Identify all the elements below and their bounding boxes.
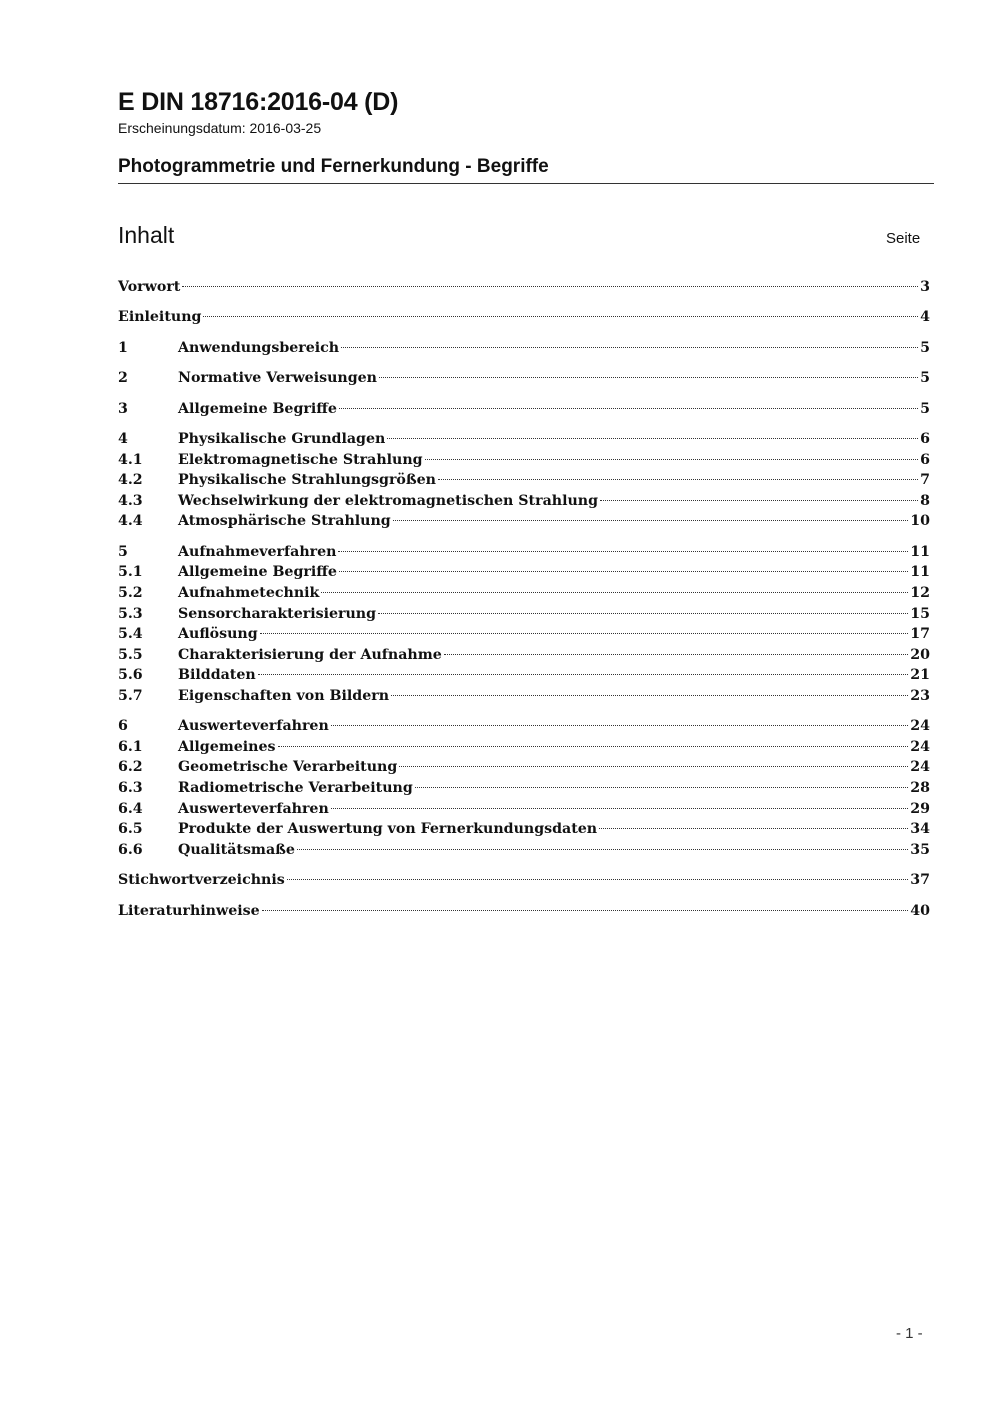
toc-entry-page: 20 [910,646,930,663]
toc-entry-number: 4.3 [118,492,143,509]
toc-entry-title: Auswerteverfahren [178,718,329,735]
toc-dot-leader [258,674,909,675]
toc-entry[interactable] [118,401,930,422]
toc-entry-number: 1 [118,339,128,356]
toc-entry-number: 2 [118,370,128,387]
toc-entry-page: 11 [910,543,930,560]
toc-entry-page: 5 [920,400,930,417]
toc-entry[interactable] [118,739,930,760]
toc-entry[interactable] [118,626,930,647]
toc-dot-leader [278,746,909,747]
toc-entry-page: 24 [910,718,930,735]
toc-entry-number: 5.3 [118,605,143,622]
toc-entry-page: 23 [910,687,930,704]
toc-entry-page: 29 [910,800,930,817]
toc-entry-number: 5.4 [118,626,143,643]
toc-entry-title: Eigenschaften von Bildern [178,687,390,704]
toc-dot-leader [262,910,909,911]
document-subtitle: Photogrammetrie und Fernerkundung - Begriffe [118,156,549,177]
toc-entry-number: 5.5 [118,646,143,663]
toc-entry[interactable] [118,493,930,514]
toc-entry-title: Wechselwirkung der elektromagnetischen Strahlung [178,492,599,509]
toc-entry-title: Anwendungsbereich [178,339,340,356]
toc-entry-page: 24 [910,738,930,755]
page-number: - 1 - [896,1325,923,1342]
toc-entry-number: 6.3 [118,780,143,797]
toc-entry-page: 21 [910,667,930,684]
toc-entry[interactable] [118,718,930,739]
toc-entry[interactable] [118,279,930,300]
toc-dot-leader [600,500,918,501]
toc-dot-leader [599,828,908,829]
toc-entry-title: Physikalische Strahlungsgrößen [178,472,437,489]
toc-dot-leader [182,286,918,287]
toc-entry-title: Literaturhinweise [118,902,260,919]
toc-entry-title: Elektromagnetische Strahlung [178,451,423,468]
toc-entry-number: 3 [118,400,128,417]
toc-entry-page: 24 [910,759,930,776]
toc-entry-title: Auswerteverfahren [178,800,329,817]
toc-dot-leader [339,408,918,409]
toc-entry[interactable] [118,564,930,585]
toc-entry-page: 15 [910,605,930,622]
toc-entry-page: 37 [910,872,930,889]
toc-dot-leader [203,316,918,317]
toc-dot-leader [339,571,908,572]
toc-entry-title: Stichwortverzeichnis [118,872,285,889]
toc-dot-leader [438,479,918,480]
toc-entry-title: Geometrische Verarbeitung [178,759,398,776]
toc-entry[interactable] [118,606,930,627]
toc-entry-number: 4 [118,430,128,447]
toc-entry-page: 35 [910,841,930,858]
toc-entry[interactable] [118,472,930,493]
toc-entry-number: 6.2 [118,759,143,776]
toc-entry-title: Produkte der Auswertung von Fernerkundungsdaten [178,821,598,838]
toc-dot-leader [297,849,908,850]
toc-entry-title: Aufnahmetechnik [178,584,320,601]
toc-entry-title: Bilddaten [178,667,256,684]
toc-entry[interactable] [118,759,930,780]
toc-entry-page: 4 [920,309,930,326]
toc-entry[interactable] [118,667,930,688]
toc-entry-number: 6.6 [118,841,143,858]
toc-entry-title: Allgemeines [178,738,276,755]
toc-entry[interactable] [118,452,930,473]
toc-entry[interactable] [118,647,930,668]
toc-dot-leader [321,592,908,593]
toc-entry-number: 6.5 [118,821,143,838]
toc-dot-leader [379,377,918,378]
toc-entry-page: 6 [920,451,930,468]
toc-entry-title: Aufnahmeverfahren [178,543,337,560]
toc-entry[interactable] [118,872,930,893]
header-divider [118,183,934,184]
toc-entry[interactable] [118,842,930,863]
toc-entry[interactable] [118,544,930,565]
toc-entry-number: 5.2 [118,584,143,601]
toc-entry-page: 10 [910,513,930,530]
toc-dot-leader [260,633,909,634]
toc-entry[interactable] [118,801,930,822]
toc-dot-leader [425,459,919,460]
toc-entry-title: Charakterisierung der Aufnahme [178,646,442,663]
toc-entry-title: Radiometrische Verarbeitung [178,780,413,797]
toc-dot-leader [331,808,908,809]
toc-entry-page: 11 [910,564,930,581]
publication-date: Erscheinungsdatum: 2016-03-25 [118,120,322,136]
toc-heading: Inhalt [118,222,175,248]
toc-entry-number: 4.2 [118,472,143,489]
toc-dot-leader [338,551,908,552]
toc-entry[interactable] [118,340,930,361]
toc-entry-title: Einleitung [118,309,202,326]
toc-entry[interactable] [118,780,930,801]
document-title: E DIN 18716:2016-04 (D) [118,88,399,116]
toc-entry[interactable] [118,903,930,924]
toc-dot-leader [444,654,908,655]
toc-entry-title: Allgemeine Begriffe [178,564,337,581]
toc-entry-number: 5.1 [118,564,143,581]
toc-entry-page: 28 [910,780,930,797]
toc-dot-leader [399,766,908,767]
toc-entry-page: 40 [910,902,930,919]
toc-entry-page: 6 [920,430,930,447]
toc-entry[interactable] [118,431,930,452]
toc-entry-title: Auflösung [178,626,258,643]
toc-entry-page: 34 [910,821,930,838]
toc-entry-title: Atmosphärische Strahlung [178,513,391,530]
toc-entry-page: 3 [920,279,930,295]
toc-dot-leader [387,438,918,439]
toc-entry[interactable] [118,370,930,391]
toc-entry-title: Normative Verweisungen [178,370,377,387]
toc-entry-number: 4.4 [118,513,143,530]
toc-entry-page: 5 [920,339,930,356]
table-of-contents [118,279,930,923]
toc-dot-leader [341,347,918,348]
toc-dot-leader [331,725,908,726]
toc-entry-page: 5 [920,370,930,387]
toc-dot-leader [378,613,908,614]
toc-entry-page: 8 [920,492,930,509]
toc-entry-number: 5.6 [118,667,143,684]
toc-dot-leader [393,520,909,521]
toc-entry[interactable] [118,309,930,330]
toc-page-column-label: Seite [886,230,921,247]
toc-entry-number: 6 [118,718,128,735]
toc-entry-title: Sensorcharakterisierung [178,605,377,622]
toc-dot-leader [287,879,909,880]
toc-entry-title: Vorwort [118,279,181,295]
toc-entry[interactable] [118,821,930,842]
toc-entry-number: 5 [118,543,128,560]
toc-entry-page: 17 [910,626,930,643]
toc-entry-page: 12 [910,584,930,601]
toc-entry[interactable] [118,585,930,606]
toc-entry-number: 6.1 [118,738,143,755]
toc-entry-title: Allgemeine Begriffe [178,400,337,417]
toc-entry-number: 6.4 [118,800,143,817]
toc-entry[interactable] [118,513,930,534]
toc-entry-number: 5.7 [118,687,143,704]
toc-dot-leader [391,695,908,696]
toc-entry-title: Qualitätsmaße [178,841,295,858]
toc-entry-page: 7 [920,472,930,489]
toc-entry-title: Physikalische Grundlagen [178,430,386,447]
toc-dot-leader [415,787,908,788]
toc-entry[interactable] [118,688,930,709]
toc-entry-number: 4.1 [118,451,143,468]
